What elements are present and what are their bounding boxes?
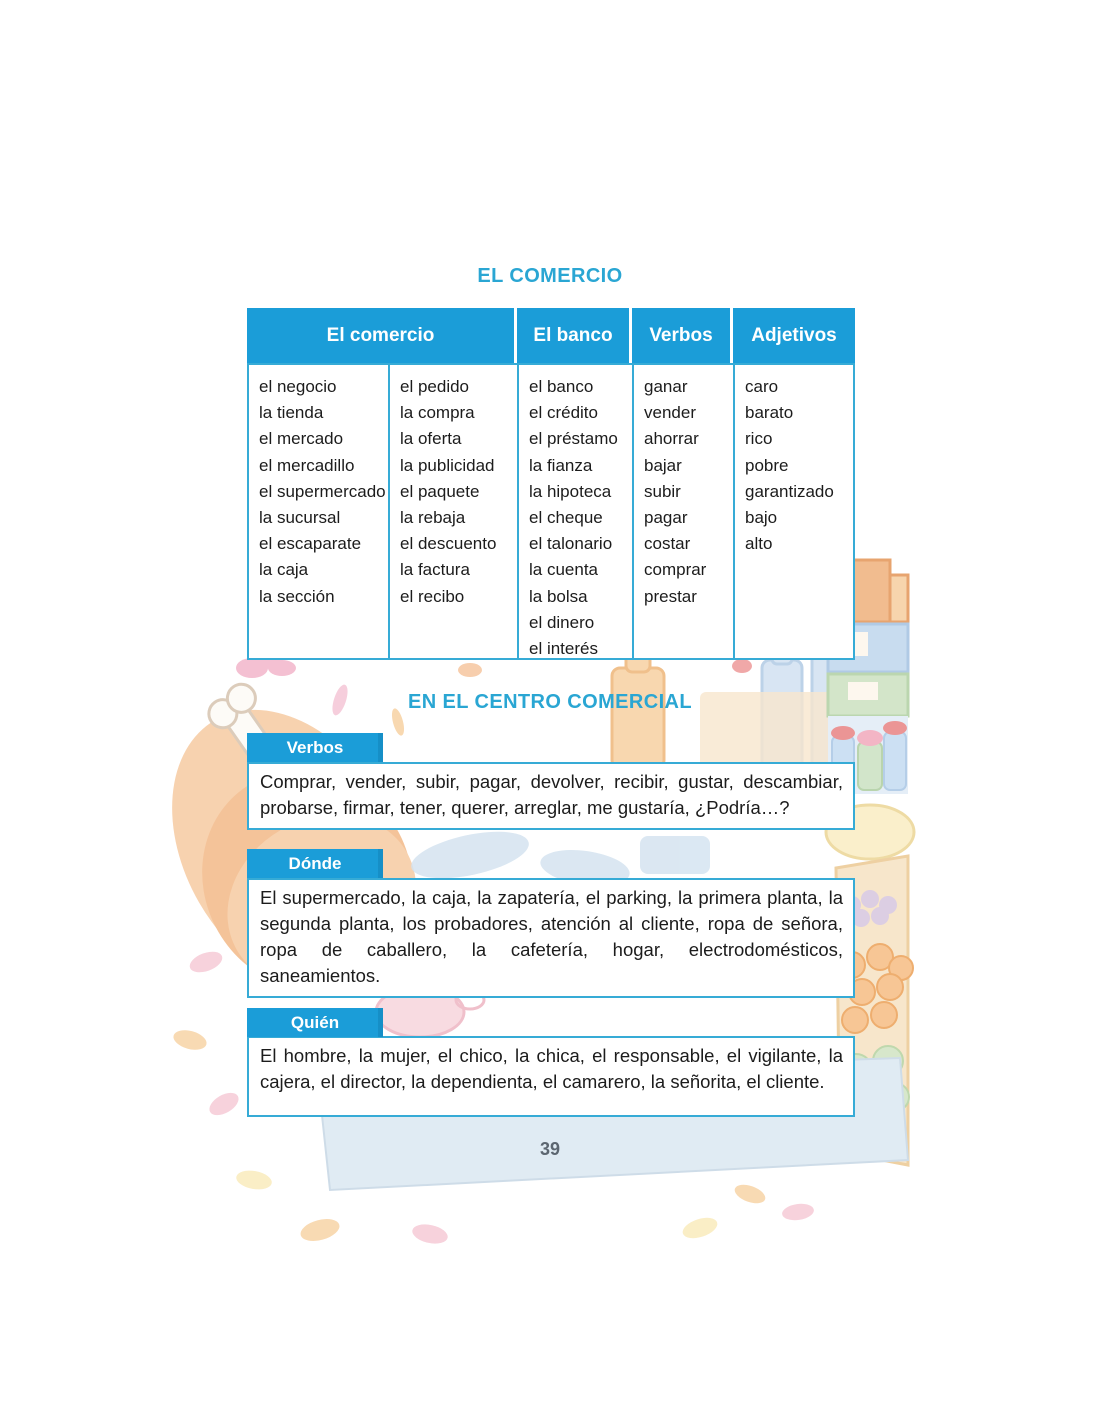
- table-header-adjetivos: Adjetivos: [751, 324, 837, 346]
- vocab-word: la hipoteca: [529, 481, 612, 501]
- tab-quien: Quién: [247, 1008, 383, 1037]
- vocab-word: la tienda: [259, 403, 324, 423]
- section-title-centro-comercial: EN EL CENTRO COMERCIAL: [408, 691, 692, 713]
- vocab-word: caro: [745, 377, 779, 396]
- vocab-word: bajo: [745, 508, 778, 528]
- vocab-word: la oferta: [400, 429, 462, 449]
- vocab-word: la factura: [400, 560, 470, 580]
- table-header-row: [247, 308, 855, 363]
- vocab-word: la rebaja: [400, 508, 466, 528]
- vocab-word: subir: [644, 481, 681, 501]
- table-column-banco: [519, 365, 634, 658]
- vocab-word: el talonario: [529, 534, 613, 554]
- vocab-word: la caja: [259, 560, 309, 580]
- table-header-el-banco: El banco: [517, 308, 632, 363]
- vocab-word: el descuento: [400, 534, 497, 554]
- vocab-word: vender: [644, 403, 696, 423]
- tab-donde: Dónde: [247, 849, 383, 878]
- vocab-word: el crédito: [529, 403, 598, 423]
- vocab-word: la fianza: [529, 455, 593, 475]
- vocab-word: pagar: [644, 508, 688, 528]
- vocab-word: el paquete: [400, 481, 480, 501]
- vocab-word: ganar: [644, 377, 688, 396]
- table-column-comercio-a: [249, 365, 390, 658]
- vocab-word: el supermercado: [259, 481, 386, 501]
- vocab-word: el negocio: [259, 377, 337, 396]
- vocab-word: el dinero: [529, 612, 595, 632]
- vocab-word: el préstamo: [529, 429, 618, 449]
- box-verbos-text: Comprar, vender, subir, pagar, devolver, recibir, gustar, descambiar, probarse, firmar, tener, querer, arreglar, me gustaría, ¿Podría…?: [247, 762, 855, 830]
- table-column-comercio-b: [390, 365, 519, 658]
- vocab-word: la compra: [400, 403, 475, 423]
- vocab-word: el escaparate: [259, 534, 362, 554]
- vocab-word: costar: [644, 534, 691, 554]
- vocab-word: el cheque: [529, 508, 603, 528]
- box-quien-text: El hombre, la mujer, el chico, la chica, el responsable, el vigilante, la cajera, el director, la dependienta, el camarero, la señorita, el cliente.: [247, 1036, 855, 1117]
- vocab-word: la sección: [259, 586, 335, 606]
- table-body: [247, 363, 855, 660]
- table-column-verbos: [634, 365, 735, 658]
- section-title-comercio: EL COMERCIO: [477, 265, 623, 287]
- vocab-table: [247, 308, 855, 660]
- vocab-word: la cuenta: [529, 560, 598, 580]
- page-number: 39: [539, 1139, 561, 1159]
- tab-verbos: Verbos: [247, 733, 383, 762]
- vocab-word: la sucursal: [259, 508, 341, 528]
- vocab-word: el mercadillo: [259, 455, 355, 475]
- vocab-word: garantizado: [745, 481, 834, 501]
- table-header-verbos: Verbos: [632, 308, 733, 363]
- vocab-word: el banco: [529, 377, 594, 396]
- vocab-word: el recibo: [400, 586, 465, 606]
- vocab-word: alto: [745, 534, 773, 554]
- vocab-word: barato: [745, 403, 794, 423]
- vocab-word: ahorrar: [644, 429, 699, 449]
- table-column-adjetivos: [735, 365, 853, 658]
- vocab-word: comprar: [644, 560, 707, 580]
- vocab-word: el mercado: [259, 429, 344, 449]
- box-donde-text: El supermercado, la caja, la zapatería, el parking, la primera planta, la segunda planta, los probadores, atención al cliente, ropa de señora, ropa de caballero, la cafetería, hogar, electrodomésticos, saneamientos.: [247, 878, 855, 998]
- vocab-word: el interés: [529, 639, 598, 658]
- vocab-word: el pedido: [400, 377, 470, 396]
- vocab-word: bajar: [644, 455, 682, 475]
- vocab-word: prestar: [644, 586, 697, 606]
- vocab-word: la publicidad: [400, 455, 495, 475]
- vocab-word: la bolsa: [529, 586, 588, 606]
- vocab-word: pobre: [745, 455, 789, 475]
- table-header-el-comercio: El comercio: [247, 308, 517, 363]
- vocab-word: rico: [745, 429, 773, 449]
